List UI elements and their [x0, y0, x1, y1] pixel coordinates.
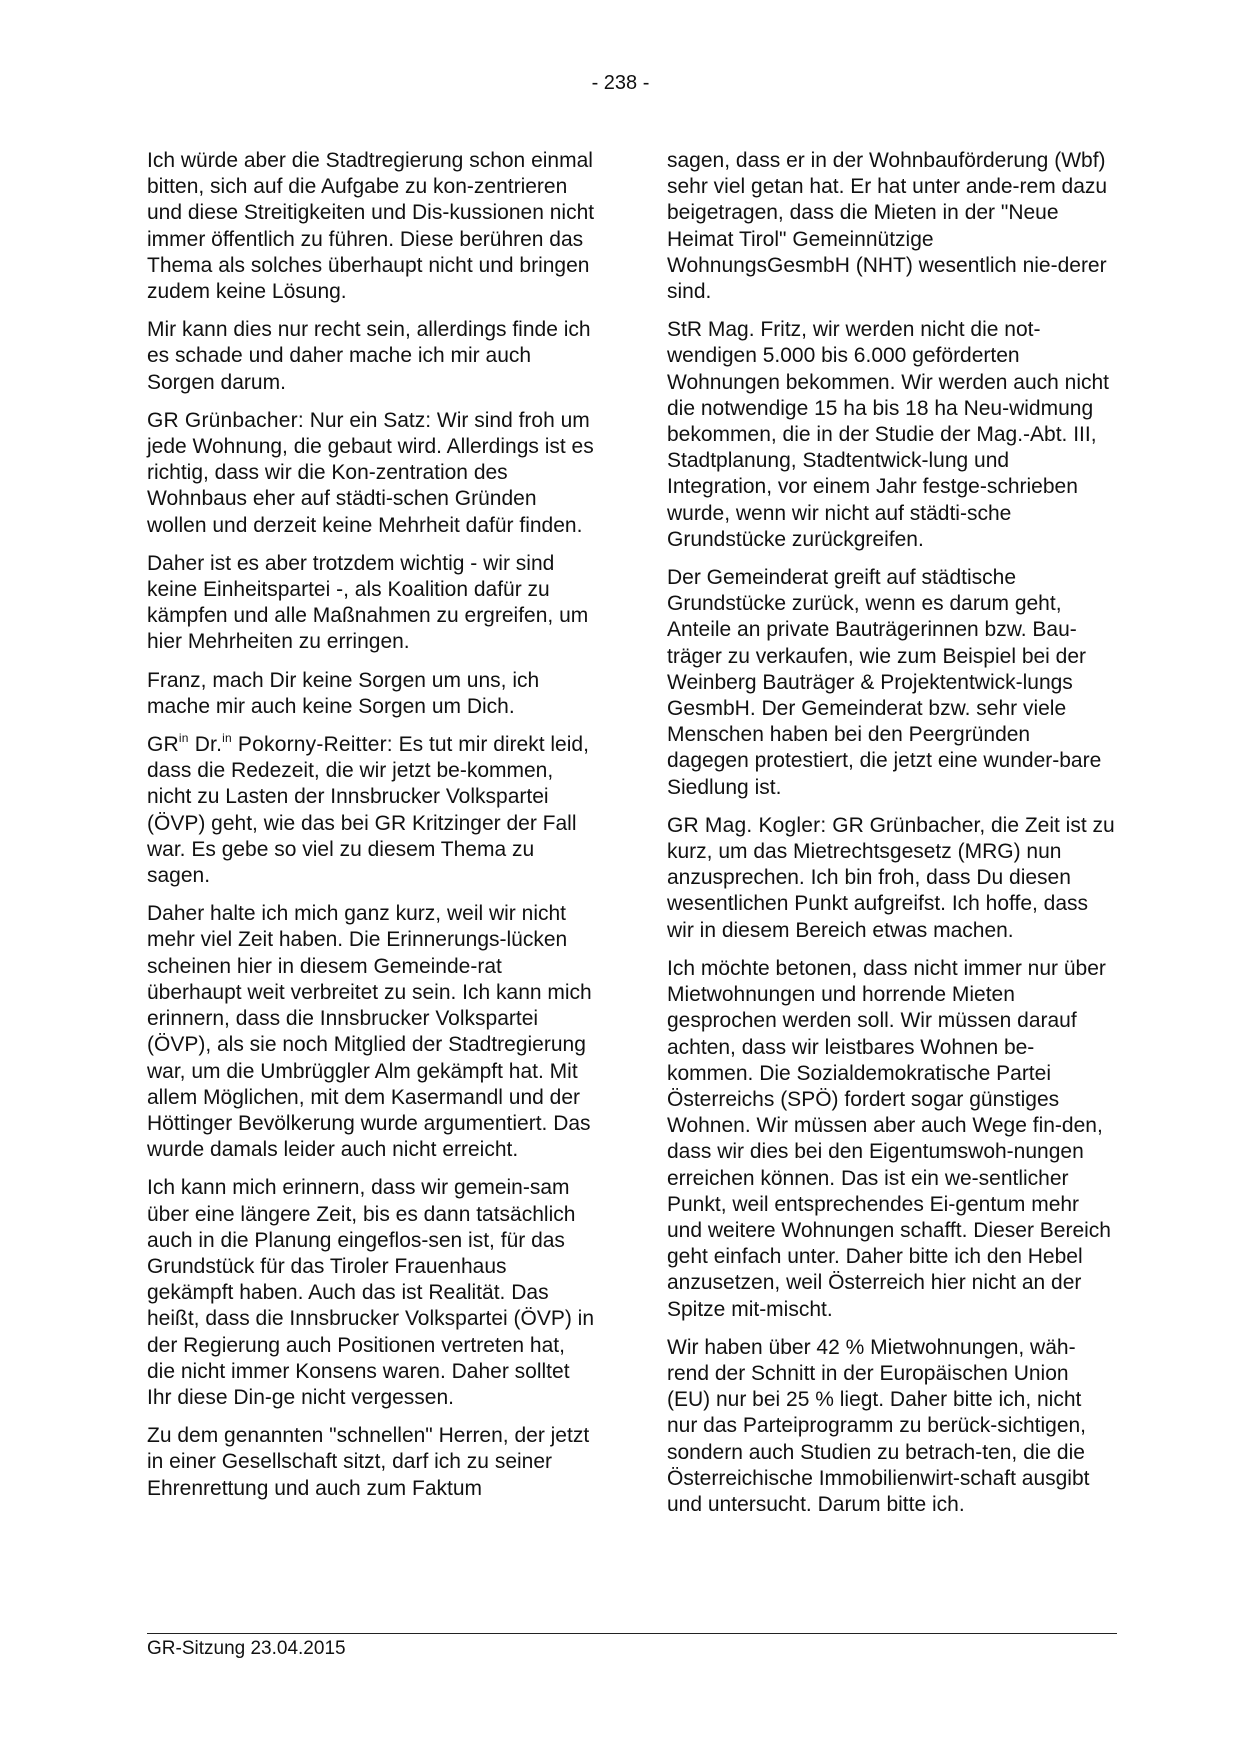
speech-text: GR Grünbacher, die Zeit ist zu kurz, um das Mietrechtsgesetz (MRG) nun anzusprechen. Ich bin froh, dass Du diesen wesentlichen Punkt aufgreifst. Ich hoffe, dass wir in diesem Bereich etwas machen. — [667, 813, 1115, 942]
paragraph — [147, 732, 597, 889]
speaker-title-gr-suffix: in — [178, 731, 189, 746]
speaker-name: GR Grünbacher: — [147, 408, 304, 432]
paragraph: Der Gemeinderat greift auf städtische Grundstücke zurück, wenn es darum geht, Anteile an private Bauträgerinnen bzw. Bau-träger zu verkaufen, wie zum Beispiel bei der Weinberg Bauträger & Projektentwick-lungs GesmbH. Der Gemeinderat bzw. sehr viele Menschen haben bei den Peergründen dagegen protestiert, die jetzt eine wunder-bare Siedlung ist. — [667, 566, 1102, 799]
speaker-title-dr: Dr. — [188, 733, 223, 757]
footer-rule — [147, 1633, 1117, 1634]
paragraph — [667, 813, 1117, 944]
footer-text: GR-Sitzung 23.04.2015 — [147, 1638, 346, 1659]
paragraph: Ich möchte betonen, dass nicht immer nur über Mietwohnungen und horrende Mieten gesprochen werden soll. Wir müssen darauf achten, dass wir leistbares Wohnen be-kommen. Die Sozialdemokratische Partei Österreichs (SPÖ) fordert sogar günstiges Wohnen. Wir müssen aber auch Wege fin-den, dass wir dies bei den Eigentumswoh-nungen erreichen können. Das ist ein we-sentlicher Punkt, weil entsprechendes Ei-gentum mehr und weitere Wohnungen schafft. Dieser Bereich geht einfach unter. Daher bitte ich den Hebel anzusetzen, weil Österreich hier nicht an der Spitze mit-mischt. — [667, 956, 1111, 1321]
paragraph — [147, 408, 597, 539]
page-number: - 238 - — [591, 72, 650, 94]
speaker-name: GR Mag. Kogler: — [667, 813, 827, 837]
paragraph: Daher halte ich mich ganz kurz, weil wir nicht mehr viel Zeit haben. Die Erinnerungs-lücken scheinen hier in diesem Gemeinde-rat überhaupt weit verbreitet zu sein. Ich kann mich erinnern, dass die Innsbrucker Volkspartei (ÖVP), als sie noch Mitglied der Stadtregierung war, um die Umbrüggler Alm gekämpft hat. Mit allem Möglichen, mit dem Kasermandl und der Höttinger Bevölkerung wurde argumentiert. Das wurde damals leider auch nicht erreicht. — [147, 902, 592, 1162]
paragraph: Daher ist es aber trotzdem wichtig - wir sind keine Einheitspartei -, als Koalition dafür zu kämpfen und alle Maßnahmen zu ergreifen, um hier Mehrheiten zu erringen. — [147, 551, 589, 654]
speaker-title-gr: GR — [147, 733, 179, 757]
paragraph: Franz, mach Dir keine Sorgen um uns, ich mache mir auch keine Sorgen um Dich. — [147, 668, 540, 718]
speaker-name — [147, 733, 393, 756]
speaker-surname: Pokorny-Reitter: — [231, 733, 393, 757]
paragraph: Ich würde aber die Stadtregierung schon einmal bitten, sich auf die Aufgabe zu kon-zentrieren und diese Streitigkeiten und Dis-kussionen nicht immer öffentlich zu führen. Diese berühren das Thema als solches überhaupt nicht und bringen zudem keine Lösung. — [147, 149, 595, 304]
paragraph: Ich kann mich erinnern, dass wir gemein-sam über eine längere Zeit, bis es dann tatsächlich auch in die Planung eingeflos-sen ist, für das Grundstück für das Tiroler Frauenhaus gekämpft haben. Auch das ist Realität. Das heißt, dass die Innsbrucker Volkspartei (ÖVP) in der Regierung auch Positionen vertreten hat, die nicht immer Konsens waren. Daher solltet Ihr diese Din-ge nicht vergessen. — [147, 1176, 595, 1409]
paragraph: Mir kann dies nur recht sein, allerdings finde ich es schade und daher mache ich mir auch Sorgen darum. — [147, 318, 591, 394]
speech-text: Nur ein Satz: Wir sind froh um jede Wohnung, die gebaut wird. Allerdings ist es richtig, dass wir die Kon-zentration des Wohnbaus eher auf städti-schen Gründen wollen und derzeit keine Mehrheit dafür finden. — [147, 408, 594, 537]
speaker-title-dr-suffix: in — [222, 731, 232, 746]
speech-text: Es tut mir direkt leid, dass die Redezeit, die wir jetzt be-kommen, nicht zu Lasten der Innsbrucker Volkspartei (ÖVP) geht, wie das bei GR Kritzinger der Fall war. Es gebe so viel zu diesem Thema zu sagen. — [147, 733, 589, 888]
paragraph: Wir haben über 42 % Mietwohnungen, wäh-rend der Schnitt in der Europäischen Union (EU) nur bei 25 % liegt. Daher bitte ich, nicht nur das Parteiprogramm zu berück-sichtigen, sondern auch Studien zu betrach-ten, die die Österreichische Immobilienwirt-schaft ausgibt und untersucht. Darum bitte ich. — [667, 1335, 1090, 1516]
left-column — [147, 148, 597, 1514]
right-column — [667, 148, 1117, 1530]
paragraph: StR Mag. Fritz, wir werden nicht die not-wendigen 5.000 bis 6.000 geförderten Wohnungen bekommen. Wir werden auch nicht die notwendige 15 ha bis 18 ha Neu-widmung bekommen, die in der Studie der Mag.-Abt. III, Stadtplanung, Stadtentwick-lung und Integration, vor einem Jahr festge-schrieben wurde, wenn wir nicht auf städti-sche Grundstücke zurückgreifen. — [667, 318, 1110, 551]
paragraph: sagen, dass er in der Wohnbauförderung (Wbf) sehr viel getan hat. Er hat unter ande-rem dazu beigetragen, dass die Mieten in der "Neue Heimat Tirol" Gemeinnützige WohnungsGesmbH (NHT) wesentlich nie-derer sind. — [667, 149, 1108, 304]
paragraph: Zu dem genannten "schnellen" Herren, der jetzt in einer Gesellschaft sitzt, darf ich zu seiner Ehrenrettung und auch zum Faktum — [147, 1424, 590, 1500]
